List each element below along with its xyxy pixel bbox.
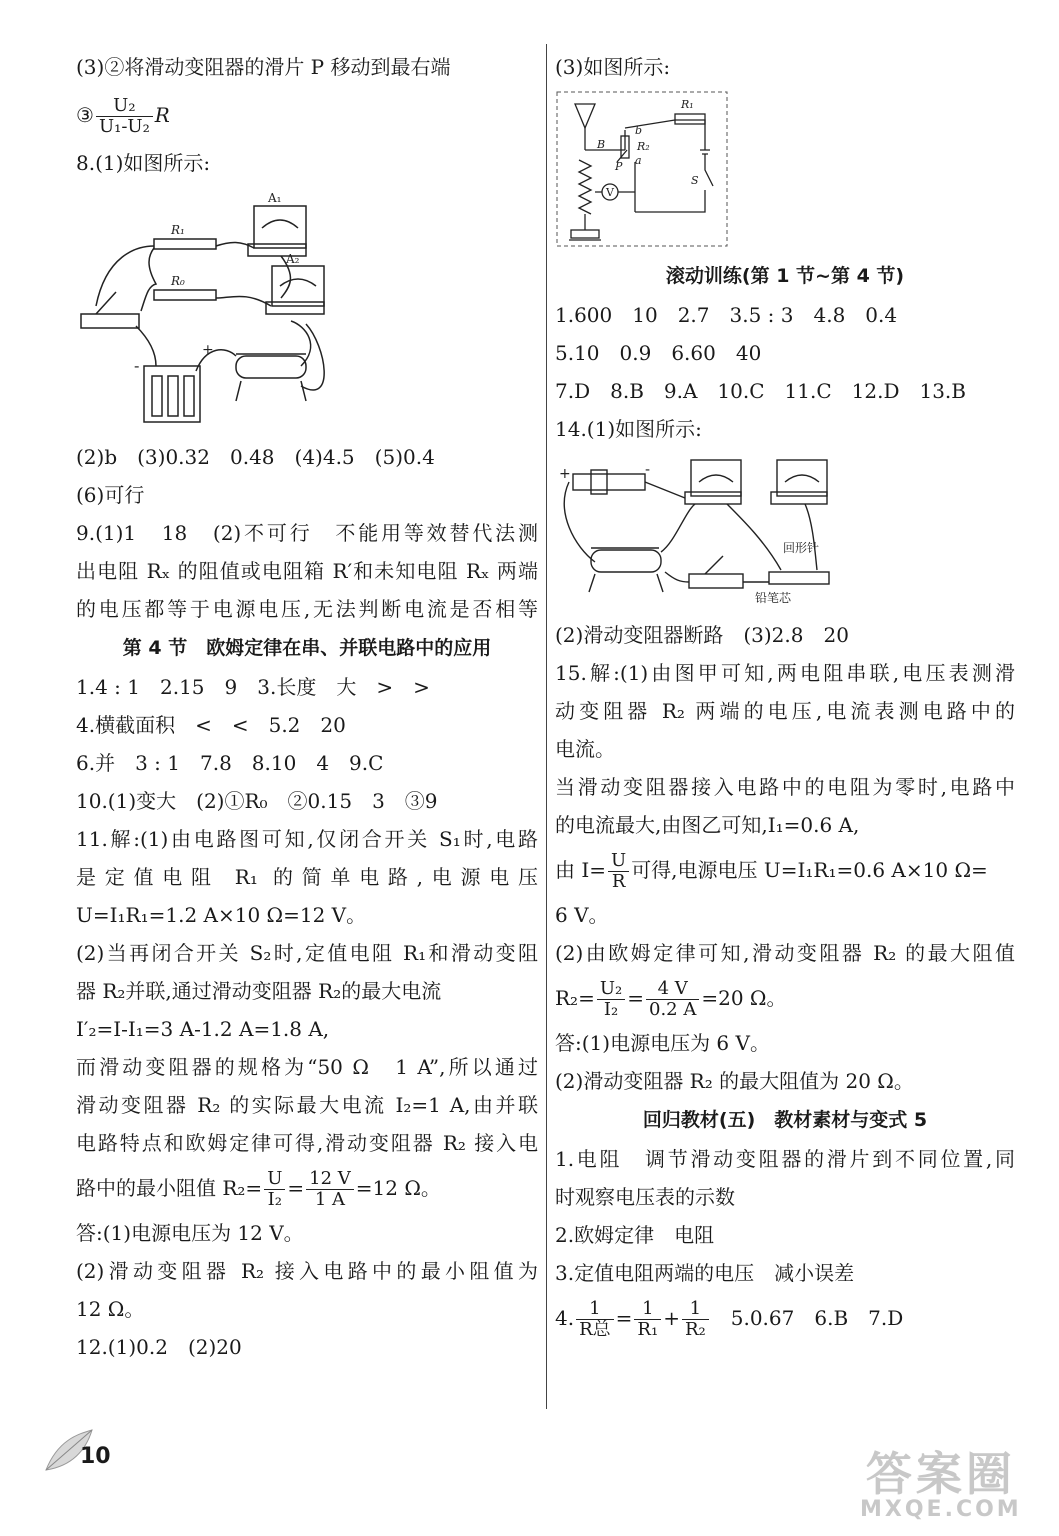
text-line: (2)滑动变阻器断路 (3)2.8 20	[555, 623, 849, 647]
fraction	[306, 1169, 354, 1210]
text-line: 1.电阻 调节滑动变阻器的滑片到不同位置,同	[555, 1147, 1015, 1171]
text-line: 10.(1)变大 (2)①R₀ ②0.15 3 ③9	[76, 789, 438, 813]
text-line: (3)②将滑动变阻器的滑片 P 移动到最右端	[76, 55, 451, 79]
watermark-sub: MXQE.COM	[860, 1497, 1022, 1522]
circuit-schematic	[555, 90, 735, 252]
formula-line	[76, 1162, 538, 1214]
text-line: 14.(1)如图所示:	[555, 417, 702, 441]
section-heading: 滚动训练(第 1 节~第 4 节)	[665, 265, 905, 287]
denominator: 1 A	[314, 1189, 346, 1210]
label-r1: R₁	[681, 98, 694, 111]
text-line: 而滑动变阻器的规格为“50 Ω 1 A”,所以通过	[76, 1055, 538, 1079]
text-line: 6.并 3 : 1 7.8 8.10 4 9.C	[76, 751, 384, 775]
denominator: R	[611, 871, 626, 892]
text-line: 滑动变阻器 R₂ 的实际最大电流 I₂=1 A,由并联	[76, 1093, 538, 1117]
label-plus: +	[559, 466, 571, 482]
variable: R	[154, 103, 170, 127]
denominator: R总	[579, 1319, 611, 1340]
numerator: 1	[576, 1299, 614, 1320]
numerator: 1	[682, 1299, 709, 1320]
text-line: (3)如图所示:	[555, 55, 671, 79]
denominator: U₁-U₂	[98, 116, 150, 137]
text-line: 电流。	[555, 737, 615, 761]
text-line: 1.4 : 1 2.15 9 3.长度 大 > >	[76, 675, 430, 699]
text-line: 时观察电压表的示数	[555, 1185, 735, 1209]
denominator: 0.2 A	[649, 999, 697, 1020]
figure-14-circuit	[555, 452, 1015, 612]
text-line: 答:(1)电源电压为 12 V。	[76, 1221, 304, 1245]
denominator: R₁	[637, 1319, 659, 1340]
numerator: U₂	[96, 96, 153, 117]
numerator: 12 V	[306, 1169, 354, 1190]
formula-text: =	[615, 1306, 633, 1330]
text-line: 12 Ω。	[76, 1297, 145, 1321]
numerator: 1	[634, 1299, 661, 1320]
text-line: 是定值电阻 R₁ 的简单电路,电源电压	[76, 865, 538, 889]
text-line: 4.横截面积 < < 5.2 20	[76, 713, 346, 737]
label-minus: -	[645, 462, 651, 478]
label-pencil-lead: 铅笔芯	[755, 591, 792, 605]
formula-text: R₂=	[555, 986, 595, 1010]
formula-text: 4.	[555, 1306, 575, 1330]
text-line: U=I₁R₁=1.2 A×10 Ω=12 V。	[76, 903, 367, 927]
text-line: 11.解:(1)由电路图可知,仅闭合开关 S₁时,电路	[76, 827, 538, 851]
text-line: 出电阻 Rₓ 的阻值或电阻箱 R′和未知电阻 Rₓ 两端	[76, 559, 538, 583]
fraction	[96, 96, 153, 137]
label-minus: -	[134, 356, 140, 375]
text-line: 1.600 10 2.7 3.5 : 3 4.8 0.4	[555, 303, 898, 327]
fraction	[576, 1299, 614, 1340]
text-line: 3.定值电阻两端的电压 减小误差	[555, 1261, 855, 1285]
label-B: B	[597, 138, 606, 151]
text-line: 5.10 0.9 6.60 40	[555, 341, 762, 365]
numerator: U	[608, 851, 629, 872]
text-line: (2)滑动变阻器 R₂ 的最大阻值为 20 Ω。	[555, 1069, 914, 1093]
label-r2: R₂	[637, 140, 650, 153]
fraction	[682, 1299, 709, 1340]
column-divider	[546, 44, 547, 1409]
text-line: 7.D 8.B 9.A 10.C 11.C 12.D 13.B	[555, 379, 966, 403]
label-S: S	[691, 174, 699, 187]
numerator: 4 V	[646, 979, 699, 1000]
text-line: 动变阻器 R₂ 两端的电压,电流表测电路中的	[555, 699, 1015, 723]
text-line: (6)可行	[76, 483, 145, 507]
denominator: R₂	[684, 1319, 706, 1340]
label-r1: R₁	[171, 223, 185, 237]
text-line: 6 V。	[555, 903, 609, 927]
denominator: I₂	[267, 1189, 282, 1210]
watermark-main: 答案圈	[865, 1447, 1016, 1501]
section-heading: 回归教材(五) 教材素材与变式 5	[642, 1109, 928, 1131]
formula-text: 5.0.67 6.B 7.D	[710, 1306, 904, 1330]
label-V: V	[606, 186, 614, 199]
formula-text: 可得,电源电压 U=I₁R₁=0.6 A×10 Ω=	[631, 858, 988, 882]
text-line: 12.(1)0.2 (2)20	[76, 1335, 242, 1359]
formula-text: =12 Ω。	[355, 1176, 441, 1200]
formula-line	[555, 972, 1015, 1024]
text-line: 的电流最大,由图乙可知,I₁=0.6 A,	[555, 813, 860, 837]
fraction	[634, 1299, 661, 1340]
label-P: P	[615, 160, 623, 173]
page-number: 10	[80, 1444, 111, 1469]
circuit-drawing	[76, 186, 376, 434]
fraction	[597, 979, 625, 1020]
formula-line	[555, 844, 1015, 896]
text-line: 15.解:(1)由图甲可知,两电阻串联,电压表测滑	[555, 661, 1015, 685]
label-r0: R₀	[171, 274, 185, 288]
text-line: 2.欧姆定律 电阻	[555, 1223, 715, 1247]
text-line: (2)由欧姆定律可知,滑动变阻器 R₂ 的最大阻值	[555, 941, 1015, 965]
label-a: a	[635, 154, 642, 167]
numerator: U₂	[597, 979, 625, 1000]
label-a1: A₁	[268, 191, 282, 205]
figure-circuit-diagram	[555, 90, 1015, 252]
right-column	[555, 48, 1015, 1344]
formula-text: =20 Ω。	[701, 986, 787, 1010]
text-line: 当滑动变阻器接入电路中的电阻为零时,电路中	[555, 775, 1015, 799]
formula-text: 路中的最小阻值 R₂=	[76, 1176, 263, 1200]
section-heading: 第 4 节 欧姆定律在串、并联电路中的应用	[122, 637, 492, 659]
numerator: U	[264, 1169, 285, 1190]
label-plus: +	[202, 342, 214, 358]
formula-line	[76, 86, 538, 144]
text-line: I′₂=I-I₁=3 A-1.2 A=1.8 A,	[76, 1017, 330, 1041]
text-line: 9.(1)1 18 (2)不可行 不能用等效替代法测	[76, 521, 538, 545]
formula-line	[555, 1292, 1015, 1344]
left-column	[76, 48, 538, 1366]
formula-text: 由 I=	[555, 858, 607, 882]
fraction	[646, 979, 699, 1020]
formula-text: +	[663, 1306, 680, 1330]
formula-text: =	[627, 986, 644, 1010]
label-paperclip: 回形针	[783, 541, 820, 555]
text-line: 8.(1)如图所示:	[76, 151, 211, 175]
figure-8-circuit	[76, 186, 538, 434]
text-line: 电路特点和欧姆定律可得,滑动变阻器 R₂ 接入电	[76, 1131, 538, 1155]
text-line: 器 R₂并联,通过滑动变阻器 R₂的最大电流	[76, 979, 442, 1003]
text-line: 答:(1)电源电压为 6 V。	[555, 1031, 770, 1055]
denominator: I₂	[603, 999, 619, 1020]
text-line: (2)滑动变阻器 R₂ 接入电路中的最小阻值为	[76, 1259, 538, 1283]
fraction	[608, 851, 629, 892]
text-line: 的电压都等于电源电压,无法判断电流是否相等	[76, 597, 538, 621]
label-a2: A₂	[286, 252, 300, 266]
label-b: b	[635, 124, 643, 137]
item-number: ③	[76, 103, 94, 127]
watermark	[860, 1447, 1022, 1522]
formula-text: =	[287, 1176, 305, 1200]
text-line: (2)当再闭合开关 S₂时,定值电阻 R₁和滑动变阻	[76, 941, 538, 965]
fraction	[264, 1169, 285, 1210]
text-line: (2)b (3)0.32 0.48 (4)4.5 (5)0.4	[76, 445, 435, 469]
circuit-drawing-14	[555, 452, 835, 612]
